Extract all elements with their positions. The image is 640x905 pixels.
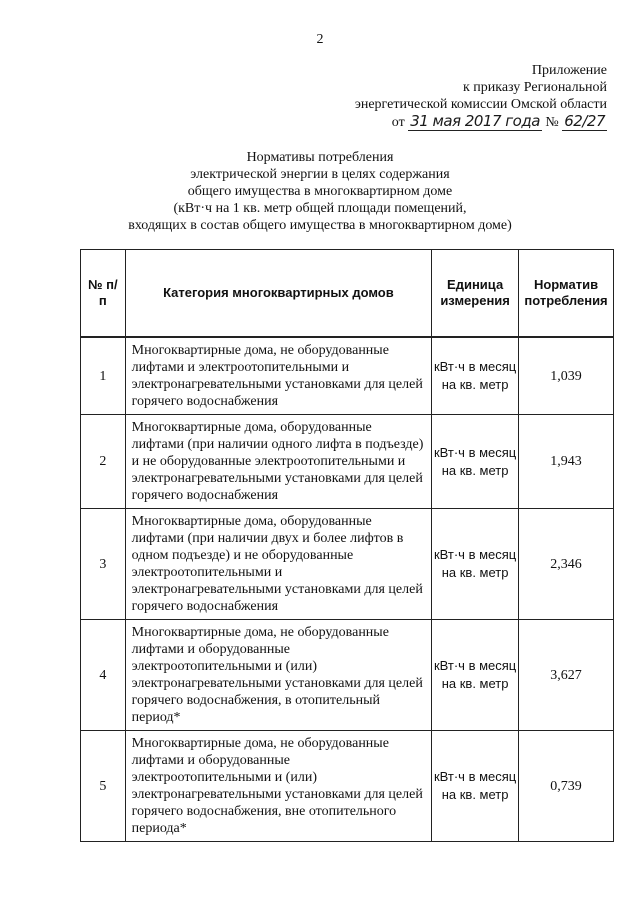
row-num: 1 <box>81 338 126 415</box>
number-label: № <box>545 115 559 130</box>
table-row <box>81 338 614 415</box>
appendix-line-3: энергетической комиссии Омской области <box>354 97 607 112</box>
row-norm: 1,943 <box>519 415 614 509</box>
row-unit: кВт·ч в месяц на кв. метр <box>432 620 519 731</box>
header-num: № п/п <box>81 250 126 337</box>
table-row <box>81 620 614 731</box>
title-line-1: Нормативы потребления <box>246 150 394 165</box>
title-line-3: общего имущества в многоквартирном доме <box>187 184 453 199</box>
header-category: Категория многоквартирных домов <box>125 250 432 337</box>
appendix-line-2: к приказу Региональной <box>462 80 607 95</box>
row-num: 5 <box>81 731 126 842</box>
document-title <box>0 149 640 234</box>
table-row <box>81 509 614 620</box>
row-num: 4 <box>81 620 126 731</box>
handwritten-date: 31 мая 2017 года <box>410 112 540 130</box>
title-line-2: электрической энергии в целях содержания <box>190 167 450 182</box>
appendix-line-1: Приложение <box>531 63 607 78</box>
row-category: Многоквартирные дома, оборудованные лифтами (при наличии двух и более лифтов в одном подъезде) и не оборудованные электроотопительными и электронагревательными установками для целей горячего водоснабжения <box>125 509 432 620</box>
title-line-5: входящих в состав общего имущества в многоквартирном доме) <box>128 218 512 233</box>
row-category: Многоквартирные дома, не оборудованные лифтами и оборудованные электроотопительными и (или) электронагревательными установками для целей горячего водоснабжения, вне отопительного периода* <box>125 731 432 842</box>
row-unit: кВт·ч в месяц на кв. метр <box>432 731 519 842</box>
norms-table <box>80 249 614 842</box>
from-label: от <box>391 115 405 130</box>
row-norm: 2,346 <box>519 509 614 620</box>
table-header-row <box>81 250 614 337</box>
title-line-4: (кВт·ч на 1 кв. метр общей площади помещений, <box>173 201 467 216</box>
row-norm: 1,039 <box>519 338 614 415</box>
table-row <box>81 731 614 842</box>
row-unit: кВт·ч в месяц на кв. метр <box>432 509 519 620</box>
handwritten-number: 62/27 <box>564 112 605 130</box>
row-num: 2 <box>81 415 126 509</box>
row-norm: 0,739 <box>519 731 614 842</box>
header-norm: Норматив потребления <box>519 250 614 337</box>
table-row <box>81 415 614 509</box>
row-category: Многоквартирные дома, оборудованные лифтами (при наличии одного лифта в подъезде) и не оборудованные электроотопительными и электронагревательными установками для целей горячего водоснабжения <box>125 415 432 509</box>
row-unit: кВт·ч в месяц на кв. метр <box>432 415 519 509</box>
appendix-header <box>355 62 607 131</box>
row-category: Многоквартирные дома, не оборудованные лифтами и электроотопительными и электронагревательными установками для целей горячего водоснабжения <box>125 338 432 415</box>
row-norm: 3,627 <box>519 620 614 731</box>
page-number: 2 <box>316 32 324 47</box>
appendix-line-4 <box>355 113 607 131</box>
row-unit: кВт·ч в месяц на кв. метр <box>432 338 519 415</box>
header-unit: Единица измерения <box>432 250 519 337</box>
row-num: 3 <box>81 509 126 620</box>
row-category: Многоквартирные дома, не оборудованные лифтами и оборудованные электроотопительными и (или) электронагревательными установками для целей горячего водоснабжения, в отопительный период* <box>125 620 432 731</box>
